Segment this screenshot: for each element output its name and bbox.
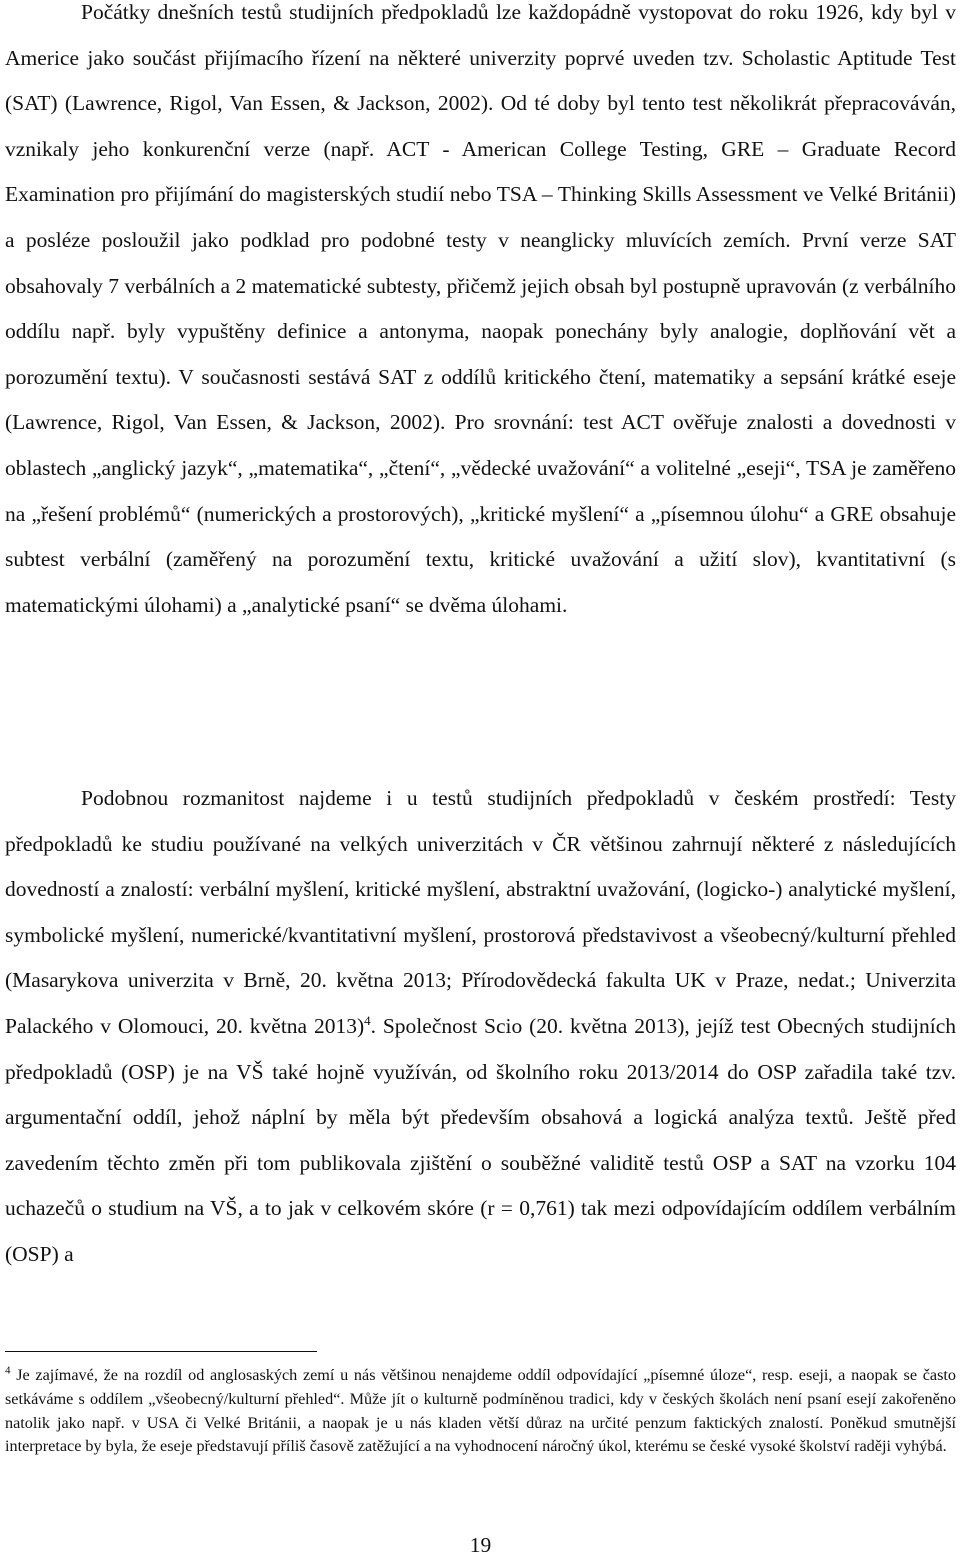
- body-paragraph-1: Počátky dnešních testů studijních předpokladů lze každopádně vystopovat do roku 1926, kdy byl v Americe jako součást přijímacího řízení na některé univerzity poprvé uveden tzv. Scholastic Aptitude Test (SAT) (Lawrence, Rigol, Van Essen, & Jackson, 2002). Od té doby byl tento test několikrát přepracováván, vznikaly jeho konkurenční verze (např. ACT - American College Testing, GRE – Graduate Record Examination pro přijímání do magisterských studií nebo TSA – Thinking Skills Assessment ve Velké Británii) a posléze posloužil jako podklad pro podobné testy v neanglicky mluvících zemích. První verze SAT obsahovaly 7 verbálních a 2 matematické subtesty, přičemž jejich obsah byl postupně upravován (z verbálního oddílu např. byly vypuštěny definice a antonyma, naopak ponechány byly analogie, doplňování vět a porozumění textu). V současnosti sestává SAT z oddílů kritického čtení, matematiky a sepsání krátké eseje (Lawrence, Rigol, Van Essen, & Jackson, 2002). Pro srovnání: test ACT ověřuje znalosti a dovednosti v oblastech „anglický jazyk“, „matematika“, „čtení“, „vědecké uvažování“ a volitelné „eseji“, TSA je zaměřeno na „řešení problémů“ (numerických a prostorových), „kritické myšlení“ a „písemnou úlohu“ a GRE obsahuje subtest verbální (zaměřený na porozumění textu, kritické uvažování a užití slov), kvantitativní (s matematickými úlohami) a „analytické psaní“ se dvěma úlohami.: [5, 0, 956, 617]
- footnote-separator: [5, 1351, 317, 1352]
- footnote: [5, 1364, 956, 1459]
- footnote-number: 4: [5, 1364, 11, 1377]
- paragraph-2-text-after-ref: . Společnost Scio (20. května 2013), jejíž test Obecných studijních předpokladů (OSP) je na VŠ také hojně využíván, od školního roku 2013/2014 do OSP zařadila také tzv. argumentační oddíl, jehož náplní by měla být především obsahová a logická analýza textů. Ještě před zavedením těchto změn při tom publikovala zjištění o souběžné validitě testů OSP a SAT na vzorku 104 uchazečů o studium na VŠ, a to jak v celkovém skóre (r = 0,761) tak mezi odpovídajícím oddílem verbálním (OSP) a: [5, 1013, 956, 1266]
- footnote-reference[interactable]: 4: [364, 1012, 371, 1028]
- page-number: 19: [469, 1533, 492, 1557]
- footnote-text: Je zajímavé, že na rozdíl od anglosaských zemí u nás většinou nenajdeme oddíl odpovídající „písemné úloze“, resp. eseji, a naopak se často setkáváme s oddílem „všeobecný/kulturní přehled“. Může jít o kulturně podmíněnou tradici, kdy v českých školách není psaní esejí zakořeněno natolik jako např. v USA či Velké Británii, a naopak je u nás kladen větší důraz na určité penzum faktických znalostí. Poněkud smutnější interpretace by byla, že eseje představují příliš časově zatěžující a na vyhodnocení náročný úkol, kterému se české vysoké školství raději vyhýbá.: [5, 1366, 956, 1456]
- paragraph-2-text-before-ref: Podobnou rozmanitost najdeme i u testů studijních předpokladů v českém prostředí: Testy předpokladů ke studiu používané na velkých univerzitách v ČR většinou zahrnují některé z následujících dovedností a znalostí: verbální myšlení, kritické myšlení, abstraktní uvažování, (logicko-) analytické myšlení, symbolické myšlení, numerické/kvantitativní myšlení, prostorová představivost a všeobecný/kulturní přehled (Masarykova univerzita v Brně, 20. května 2013; Přírodovědecká fakulta UK v Praze, nedat.; Univerzita Palackého v Olomouci, 20. května 2013): [5, 786, 956, 1038]
- body-paragraph-2: [5, 776, 956, 1278]
